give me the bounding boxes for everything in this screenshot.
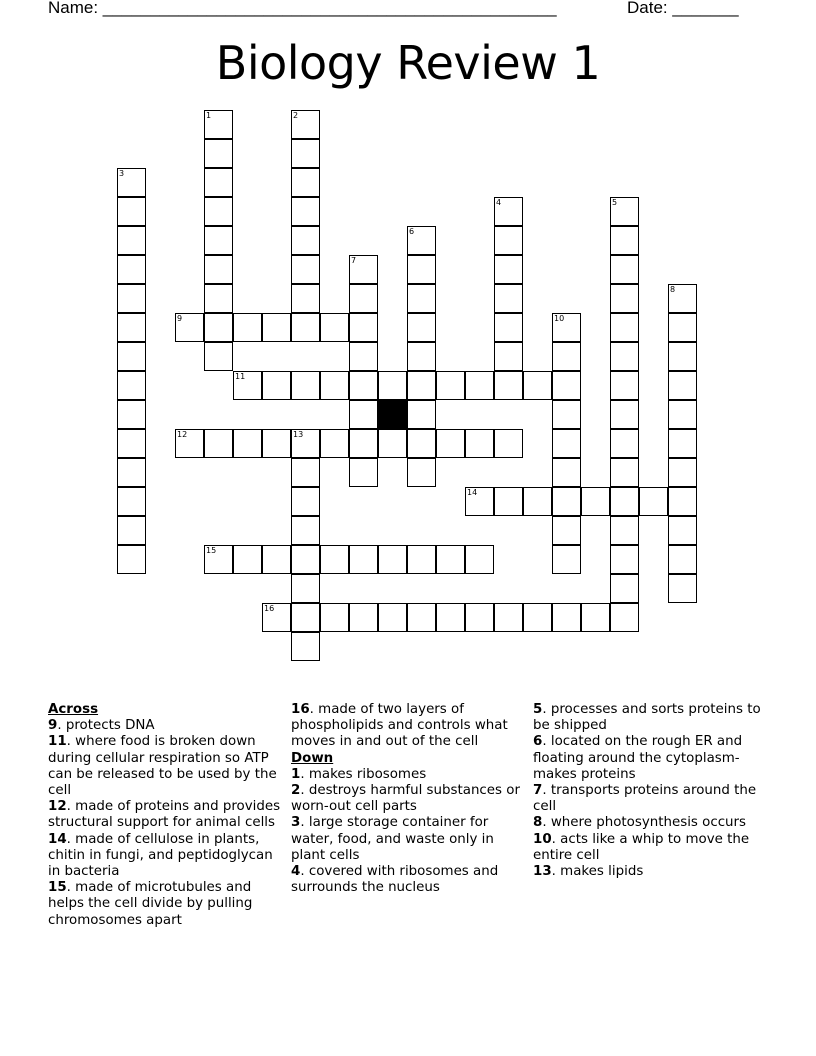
grid-cell[interactable] xyxy=(233,371,262,400)
grid-cell[interactable] xyxy=(378,545,407,574)
grid-cell[interactable] xyxy=(291,429,320,458)
clue-number: 6 xyxy=(533,734,543,750)
clue-text: transports proteins around the cell xyxy=(533,783,757,815)
clue-number: 11 xyxy=(48,734,67,750)
grid-cell[interactable] xyxy=(349,400,378,429)
clue-number: 2 xyxy=(291,783,301,799)
clue-text: located on the rough ER and floating around the cytoplasm-makes proteins xyxy=(533,734,743,782)
grid-cell[interactable] xyxy=(204,110,233,139)
clue-text: made of proteins and provides structural support for animal cells xyxy=(48,799,281,831)
grid-cell[interactable] xyxy=(291,110,320,139)
page-title: Biology Review 1 xyxy=(215,36,601,90)
clue-number: 7 xyxy=(533,783,543,799)
grid-cell[interactable] xyxy=(117,400,146,429)
clue-number: 5 xyxy=(612,198,618,207)
grid-cell[interactable] xyxy=(639,487,668,516)
grid-cell[interactable] xyxy=(349,545,378,574)
grid-cell[interactable] xyxy=(291,458,320,487)
clue-number: 16 xyxy=(264,604,275,613)
grid-cell[interactable] xyxy=(610,458,639,487)
grid-cell[interactable] xyxy=(668,545,697,574)
grid-cell[interactable] xyxy=(668,487,697,516)
grid-cell[interactable] xyxy=(552,313,581,342)
clue-number: 12 xyxy=(48,799,67,815)
grid-cell[interactable] xyxy=(668,284,697,313)
grid-cell[interactable] xyxy=(378,371,407,400)
grid-cell[interactable] xyxy=(610,487,639,516)
grid-cell[interactable] xyxy=(262,429,291,458)
grid-cell[interactable] xyxy=(117,429,146,458)
grid-cell[interactable] xyxy=(668,371,697,400)
clue-text: acts like a whip to move the entire cell xyxy=(533,831,750,863)
grid-cell[interactable] xyxy=(204,226,233,255)
clue-9: 9. protects DNA xyxy=(48,718,155,734)
grid-cell[interactable] xyxy=(494,284,523,313)
grid-cell[interactable] xyxy=(291,197,320,226)
grid-cell[interactable] xyxy=(581,487,610,516)
clue-15: 15. made of microtubules and helps the cell divide by pulling chromosomes apart xyxy=(48,880,253,928)
grid-cell[interactable] xyxy=(320,429,349,458)
grid-cell[interactable] xyxy=(117,313,146,342)
grid-cell[interactable] xyxy=(291,139,320,168)
grid-cell[interactable] xyxy=(204,139,233,168)
clue-text: large storage container for water, food, and waste only in plant cells xyxy=(291,815,494,863)
clue-number: 9 xyxy=(48,718,58,734)
clue-11: 11. where food is broken down during cellular respiration so ATP can be released to be used by the cell xyxy=(48,734,277,799)
clue-text: destroys harmful substances or worn-out cell parts xyxy=(291,783,520,815)
grid-cell[interactable] xyxy=(581,603,610,632)
grid-cell[interactable] xyxy=(552,371,581,400)
clue-14: 14. made of cellulose in plants, chitin in fungi, and peptidoglycan in bacteria xyxy=(48,831,273,880)
grid-cell[interactable] xyxy=(436,603,465,632)
clues-column-2 xyxy=(291,702,527,896)
clue-13: 13. makes lipids xyxy=(533,864,644,880)
clue-text: processes and sorts proteins to be shipped xyxy=(533,702,761,734)
clue-8: 8. where photosynthesis occurs xyxy=(533,815,747,831)
clue-number: 15 xyxy=(206,546,217,555)
clue-number: 16 xyxy=(291,702,310,717)
clue-number: 3 xyxy=(291,815,301,831)
clue-7: 7. transports proteins around the cell xyxy=(533,783,757,815)
grid-cell[interactable] xyxy=(291,168,320,197)
grid-cell[interactable] xyxy=(204,429,233,458)
grid-cell[interactable] xyxy=(494,342,523,371)
grid-cell[interactable] xyxy=(204,342,233,371)
grid-cell[interactable] xyxy=(117,545,146,574)
grid-cell[interactable] xyxy=(436,371,465,400)
grid-cell[interactable] xyxy=(552,516,581,545)
grid-cell[interactable] xyxy=(233,545,262,574)
name-field: Name: ________________________________________________ xyxy=(48,0,557,17)
grid-cell[interactable] xyxy=(494,371,523,400)
grid-cell[interactable] xyxy=(552,603,581,632)
grid-cell[interactable] xyxy=(320,603,349,632)
grid-cell[interactable] xyxy=(523,603,552,632)
clue-number: 8 xyxy=(533,815,543,831)
clue-number: 3 xyxy=(119,169,125,178)
clue-number: 13 xyxy=(293,430,304,439)
grid-cell[interactable] xyxy=(117,516,146,545)
grid-cell[interactable] xyxy=(204,255,233,284)
grid-cell[interactable] xyxy=(291,603,320,632)
grid-cell[interactable] xyxy=(552,487,581,516)
clue-text: made of cellulose in plants, chitin in fungi, and peptidoglycan in bacteria xyxy=(48,831,273,880)
date-field: Date: _______ xyxy=(627,0,739,17)
grid-cell[interactable] xyxy=(465,603,494,632)
grid-cell[interactable] xyxy=(407,255,436,284)
grid-cell[interactable] xyxy=(349,371,378,400)
grid-cell[interactable] xyxy=(552,458,581,487)
grid-cell[interactable] xyxy=(552,545,581,574)
clues-column-1 xyxy=(48,702,284,929)
grid-cell[interactable] xyxy=(233,429,262,458)
clue-number: 14 xyxy=(48,831,67,847)
grid-cell[interactable] xyxy=(291,516,320,545)
clue-number: 10 xyxy=(554,314,565,323)
grid-cell[interactable] xyxy=(523,371,552,400)
grid-cell[interactable] xyxy=(668,313,697,342)
grid-cell[interactable] xyxy=(465,429,494,458)
grid-cell[interactable] xyxy=(668,458,697,487)
grid-cell[interactable] xyxy=(668,516,697,545)
grid-cell[interactable] xyxy=(407,545,436,574)
grid-cell[interactable] xyxy=(610,516,639,545)
grid-cell[interactable] xyxy=(668,342,697,371)
grid-cell[interactable] xyxy=(291,255,320,284)
clue-number: 5 xyxy=(533,702,543,717)
clue-text: where food is broken down during cellular respiration so ATP can be released to be used by the cell xyxy=(48,734,277,799)
grid-cell[interactable] xyxy=(117,168,146,197)
clue-number: 13 xyxy=(533,864,552,880)
grid-cell[interactable] xyxy=(349,313,378,342)
grid-cell[interactable] xyxy=(610,197,639,226)
grid-cell[interactable] xyxy=(262,371,291,400)
grid-cell[interactable] xyxy=(320,313,349,342)
grid-cell[interactable] xyxy=(291,574,320,603)
grid-cell[interactable] xyxy=(668,574,697,603)
grid-cell[interactable] xyxy=(552,400,581,429)
clue-number: 1 xyxy=(291,766,301,782)
grid-cell[interactable] xyxy=(407,313,436,342)
grid-cell[interactable] xyxy=(349,458,378,487)
clue-3: 3. large storage container for water, food, and waste only in plant cells xyxy=(291,815,494,863)
grid-cell[interactable] xyxy=(117,342,146,371)
grid-cell[interactable] xyxy=(668,400,697,429)
grid-cell[interactable] xyxy=(204,284,233,313)
grid-cell[interactable] xyxy=(349,255,378,284)
grid-cell[interactable] xyxy=(378,429,407,458)
grid-cell[interactable] xyxy=(610,342,639,371)
grid-cell[interactable] xyxy=(175,429,204,458)
grid-cell[interactable] xyxy=(465,487,494,516)
grid-cell[interactable] xyxy=(291,545,320,574)
grid-cell[interactable] xyxy=(291,632,320,661)
grid-cell[interactable] xyxy=(291,371,320,400)
clue-number: 7 xyxy=(351,256,357,265)
grid-cell[interactable] xyxy=(117,255,146,284)
clue-text: makes ribosomes xyxy=(308,766,427,782)
grid-cell[interactable] xyxy=(204,197,233,226)
across-heading: Across xyxy=(48,702,99,717)
clue-number: 15 xyxy=(48,880,67,896)
clue-number: 9 xyxy=(177,314,183,323)
grid-cell[interactable] xyxy=(291,487,320,516)
clue-12: 12. made of proteins and provides structural support for animal cells xyxy=(48,799,281,831)
clue-number: 10 xyxy=(533,831,552,847)
grid-cell[interactable] xyxy=(552,342,581,371)
grid-cell[interactable] xyxy=(610,400,639,429)
grid-cell[interactable] xyxy=(291,226,320,255)
clue-text: where photosynthesis occurs xyxy=(550,815,747,831)
grid-cell[interactable] xyxy=(117,458,146,487)
grid-cell[interactable] xyxy=(117,284,146,313)
grid-cell[interactable] xyxy=(494,487,523,516)
grid-cell[interactable] xyxy=(204,545,233,574)
clue-1: 1. makes ribosomes xyxy=(291,766,427,782)
grid-cell[interactable] xyxy=(233,313,262,342)
grid-cell[interactable] xyxy=(407,429,436,458)
grid-cell[interactable] xyxy=(117,487,146,516)
clue-number: 6 xyxy=(409,227,415,236)
grid-cell[interactable] xyxy=(610,429,639,458)
clue-number: 14 xyxy=(467,488,478,497)
clue-text: makes lipids xyxy=(560,864,644,880)
grid-cell[interactable] xyxy=(349,603,378,632)
grid-cell[interactable] xyxy=(291,284,320,313)
grid-cell[interactable] xyxy=(204,168,233,197)
clues-column-3 xyxy=(533,702,769,880)
grid-cell[interactable] xyxy=(610,226,639,255)
grid-cell[interactable] xyxy=(291,313,320,342)
clue-10: 10. acts like a whip to move the entire cell xyxy=(533,831,750,863)
grid-cell[interactable] xyxy=(610,603,639,632)
grid-cell[interactable] xyxy=(523,487,552,516)
grid-cell[interactable] xyxy=(436,545,465,574)
black-cell xyxy=(378,400,407,429)
grid-cell[interactable] xyxy=(610,284,639,313)
grid-cell[interactable] xyxy=(175,313,204,342)
grid-cell[interactable] xyxy=(436,429,465,458)
grid-cell[interactable] xyxy=(349,429,378,458)
clue-4: 4. covered with ribosomes and surrounds the nucleus xyxy=(291,864,499,896)
clue-6: 6. located on the rough ER and floating around the cytoplasm-makes proteins xyxy=(533,734,743,782)
grid-cell[interactable] xyxy=(407,603,436,632)
grid-cell[interactable] xyxy=(407,342,436,371)
grid-cell[interactable] xyxy=(117,371,146,400)
clue-number: 12 xyxy=(177,430,188,439)
clue-16: 16. made of two layers of phospholipids and controls what moves in and out of the cell xyxy=(291,702,508,750)
grid-cell[interactable] xyxy=(204,313,233,342)
clue-5: 5. processes and sorts proteins to be shipped xyxy=(533,702,761,734)
grid-cell[interactable] xyxy=(407,284,436,313)
clue-number: 1 xyxy=(206,111,212,120)
grid-cell[interactable] xyxy=(378,603,407,632)
clue-2: 2. destroys harmful substances or worn-out cell parts xyxy=(291,783,520,815)
grid-cell[interactable] xyxy=(407,371,436,400)
grid-cell[interactable] xyxy=(320,545,349,574)
clue-text: made of two layers of phospholipids and controls what moves in and out of the cell xyxy=(291,702,508,750)
grid-cell[interactable] xyxy=(610,371,639,400)
grid-cell[interactable] xyxy=(610,313,639,342)
grid-cell[interactable] xyxy=(407,458,436,487)
down-heading: Down xyxy=(291,750,334,766)
grid-cell[interactable] xyxy=(494,255,523,284)
grid-cell[interactable] xyxy=(610,574,639,603)
grid-cell[interactable] xyxy=(494,197,523,226)
grid-cell[interactable] xyxy=(494,313,523,342)
clue-number: 4 xyxy=(496,198,502,207)
grid-cell[interactable] xyxy=(494,603,523,632)
grid-cell[interactable] xyxy=(262,313,291,342)
grid-cell[interactable] xyxy=(349,342,378,371)
grid-cell[interactable] xyxy=(610,255,639,284)
clue-text: protects DNA xyxy=(65,718,155,734)
grid-cell[interactable] xyxy=(407,400,436,429)
clue-text: covered with ribosomes and surrounds the nucleus xyxy=(291,864,499,896)
clue-number: 8 xyxy=(670,285,676,294)
grid-cell[interactable] xyxy=(465,371,494,400)
grid-cell[interactable] xyxy=(465,545,494,574)
grid-cell[interactable] xyxy=(552,429,581,458)
clue-number: 4 xyxy=(291,864,301,880)
clue-number: 2 xyxy=(293,111,299,120)
grid-cell[interactable] xyxy=(494,429,523,458)
clue-number: 11 xyxy=(235,372,246,381)
grid-cell[interactable] xyxy=(349,284,378,313)
grid-cell[interactable] xyxy=(494,226,523,255)
grid-cell[interactable] xyxy=(117,226,146,255)
grid-cell[interactable] xyxy=(407,226,436,255)
grid-cell[interactable] xyxy=(262,603,291,632)
grid-cell[interactable] xyxy=(668,429,697,458)
grid-cell[interactable] xyxy=(117,197,146,226)
grid-cell[interactable] xyxy=(320,371,349,400)
clue-text: made of microtubules and helps the cell divide by pulling chromosomes apart xyxy=(48,880,253,928)
grid-cell[interactable] xyxy=(610,545,639,574)
grid-cell[interactable] xyxy=(262,545,291,574)
